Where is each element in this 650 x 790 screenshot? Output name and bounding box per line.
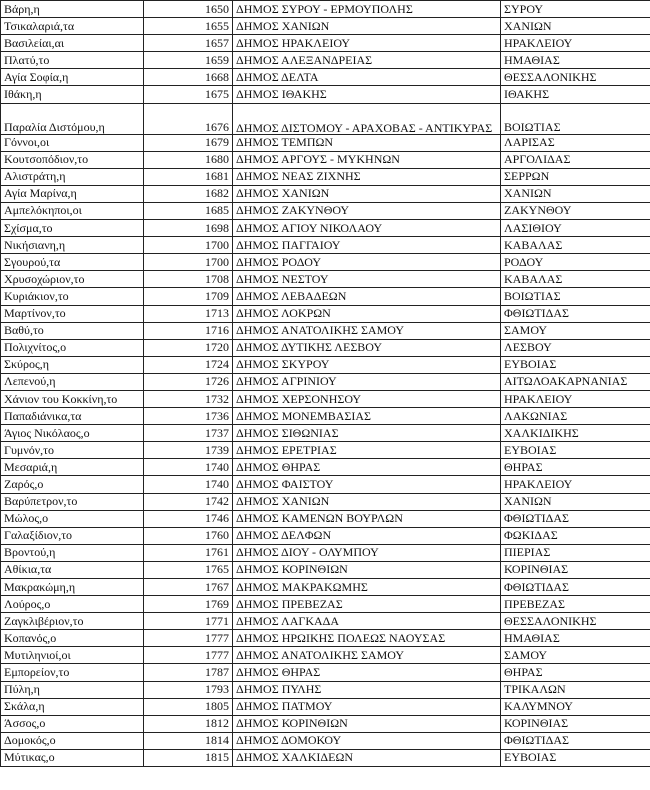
table-row xyxy=(1,134,650,151)
settlement-name-cell: Ιθάκη,η xyxy=(1,86,144,103)
municipality-cell: ΔΗΜΟΣ ΖΑΚΥΝΘΟΥ xyxy=(233,202,501,219)
code-cell: 1682 xyxy=(144,185,233,202)
municipality-cell: ΔΗΜΟΣ ΦΑΙΣΤΟΥ xyxy=(233,476,501,493)
table-row xyxy=(1,715,650,732)
settlement-name-cell: Αγία Σοφία,η xyxy=(1,69,144,86)
settlement-name-cell: Γαλαξίδιον,το xyxy=(1,527,144,544)
municipality-cell: ΔΗΜΟΣ ΔΕΛΤΑ xyxy=(233,69,501,86)
settlement-name-cell: Τσικαλαριά,τα xyxy=(1,18,144,35)
prefecture-cell: ΛΑΣΙΘΙΟΥ xyxy=(501,220,650,237)
code-cell: 1709 xyxy=(144,288,233,305)
code-cell: 1724 xyxy=(144,356,233,373)
prefecture-cell: ΗΡΑΚΛΕΙΟΥ xyxy=(501,390,650,407)
prefecture-cell: ΦΘΙΩΤΙΔΑΣ xyxy=(501,579,650,596)
table-row xyxy=(1,322,650,339)
code-cell: 1679 xyxy=(144,134,233,151)
code-cell: 1737 xyxy=(144,425,233,442)
settlement-name-cell: Χάνιον του Κοκκίνη,το xyxy=(1,390,144,407)
municipality-cell: ΔΗΜΟΣ ΑΛΕΞΑΝΔΡΕΙΑΣ xyxy=(233,52,501,69)
code-cell: 1812 xyxy=(144,715,233,732)
municipality-cell: ΔΗΜΟΣ ΚΑΜΕΝΩΝ ΒΟΥΡΛΩΝ xyxy=(233,510,501,527)
prefecture-cell: ΙΘΑΚΗΣ xyxy=(501,86,650,103)
prefecture-cell: ΒΟΙΩΤΙΑΣ xyxy=(501,103,650,134)
table-row xyxy=(1,69,650,86)
table-row xyxy=(1,202,650,219)
prefecture-cell: ΣΥΡΟΥ xyxy=(501,1,650,18)
settlement-name-cell: Ζαγκλιβέριον,το xyxy=(1,613,144,630)
table-row xyxy=(1,476,650,493)
prefecture-cell: ΖΑΚΥΝΘΟΥ xyxy=(501,202,650,219)
code-cell: 1767 xyxy=(144,579,233,596)
municipality-cell: ΔΗΜΟΣ ΚΟΡΙΝΘΙΩΝ xyxy=(233,715,501,732)
code-cell: 1681 xyxy=(144,168,233,185)
settlement-name-cell: Γυμνόν,το xyxy=(1,442,144,459)
settlement-name-cell: Εμπορείον,το xyxy=(1,664,144,681)
table-row xyxy=(1,1,650,18)
code-cell: 1815 xyxy=(144,749,233,766)
settlement-name-cell: Σγουρού,τα xyxy=(1,254,144,271)
table-row xyxy=(1,664,650,681)
municipality-cell: ΔΗΜΟΣ ΣΙΘΩΝΙΑΣ xyxy=(233,425,501,442)
municipality-cell: ΔΗΜΟΣ ΑΝΑΤΟΛΙΚΗΣ ΣΑΜΟΥ xyxy=(233,322,501,339)
prefecture-cell: ΕΥΒΟΙΑΣ xyxy=(501,749,650,766)
municipality-cell: ΔΗΜΟΣ ΣΥΡΟΥ - ΕΡΜΟΥΠΟΛΗΣ xyxy=(233,1,501,18)
code-cell: 1657 xyxy=(144,35,233,52)
settlement-name-cell: Κυριάκιον,το xyxy=(1,288,144,305)
prefecture-cell: ΘΗΡΑΣ xyxy=(501,459,650,476)
municipality-cell: ΔΗΜΟΣ ΑΝΑΤΟΛΙΚΗΣ ΣΑΜΟΥ xyxy=(233,647,501,664)
municipality-cell: ΔΗΜΟΣ ΝΕΣΤΟΥ xyxy=(233,271,501,288)
settlement-name-cell: Σκάλα,η xyxy=(1,698,144,715)
prefecture-cell: ΚΑΒΑΛΑΣ xyxy=(501,237,650,254)
code-cell: 1740 xyxy=(144,459,233,476)
table-row xyxy=(1,442,650,459)
prefecture-cell: ΣΑΜΟΥ xyxy=(501,322,650,339)
table-row xyxy=(1,339,650,356)
code-cell: 1676 xyxy=(144,103,233,134)
prefecture-cell: ΗΡΑΚΛΕΙΟΥ xyxy=(501,35,650,52)
code-cell: 1740 xyxy=(144,476,233,493)
prefecture-cell: ΗΡΑΚΛΕΙΟΥ xyxy=(501,476,650,493)
table-row xyxy=(1,390,650,407)
prefecture-cell: ΚΑΛΥΜΝΟΥ xyxy=(501,698,650,715)
code-cell: 1659 xyxy=(144,52,233,69)
table-row xyxy=(1,579,650,596)
table-row xyxy=(1,254,650,271)
settlement-name-cell: Σκύρος,η xyxy=(1,356,144,373)
prefecture-cell: ΗΜΑΘΙΑΣ xyxy=(501,630,650,647)
municipality-cell: ΔΗΜΟΣ ΧΕΡΣΟΝΗΣΟΥ xyxy=(233,390,501,407)
settlement-name-cell: Μακρακώμη,η xyxy=(1,579,144,596)
code-cell: 1793 xyxy=(144,681,233,698)
code-cell: 1742 xyxy=(144,493,233,510)
municipality-cell: ΔΗΜΟΣ ΠΥΛΗΣ xyxy=(233,681,501,698)
code-cell: 1726 xyxy=(144,373,233,390)
table-row xyxy=(1,647,650,664)
municipality-cell: ΔΗΜΟΣ ΜΟΝΕΜΒΑΣΙΑΣ xyxy=(233,408,501,425)
prefecture-cell: ΘΕΣΣΑΛΟΝΙΚΗΣ xyxy=(501,613,650,630)
municipality-cell: ΔΗΜΟΣ ΧΑΝΙΩΝ xyxy=(233,493,501,510)
municipality-cell: ΔΗΜΟΣ ΠΑΓΓΑΙΟΥ xyxy=(233,237,501,254)
table-row xyxy=(1,527,650,544)
municipality-cell: ΔΗΜΟΣ ΤΕΜΠΩΝ xyxy=(233,134,501,151)
municipality-cell: ΔΗΜΟΣ ΡΟΔΟΥ xyxy=(233,254,501,271)
table-row xyxy=(1,356,650,373)
code-cell: 1771 xyxy=(144,613,233,630)
prefecture-cell: ΑΡΓΟΛΙΔΑΣ xyxy=(501,151,650,168)
code-cell: 1713 xyxy=(144,305,233,322)
prefecture-cell: ΛΑΚΩΝΙΑΣ xyxy=(501,408,650,425)
municipality-cell: ΔΗΜΟΣ ΠΡΕΒΕΖΑΣ xyxy=(233,596,501,613)
code-cell: 1650 xyxy=(144,1,233,18)
table-row xyxy=(1,493,650,510)
municipality-cell: ΔΗΜΟΣ ΛΕΒΑΔΕΩΝ xyxy=(233,288,501,305)
settlement-name-cell: Βασιλείαι,αι xyxy=(1,35,144,52)
table-row xyxy=(1,373,650,390)
prefecture-cell: ΛΑΡΙΣΑΣ xyxy=(501,134,650,151)
prefecture-cell: ΦΘΙΩΤΙΔΑΣ xyxy=(501,510,650,527)
prefecture-cell: ΚΟΡΙΝΘΙΑΣ xyxy=(501,561,650,578)
table-row xyxy=(1,698,650,715)
municipality-cell: ΔΗΜΟΣ ΙΘΑΚΗΣ xyxy=(233,86,501,103)
prefecture-cell: ΕΥΒΟΙΑΣ xyxy=(501,356,650,373)
municipality-cell: ΔΗΜΟΣ ΜΑΚΡΑΚΩΜΗΣ xyxy=(233,579,501,596)
prefecture-cell: ΚΑΒΑΛΑΣ xyxy=(501,271,650,288)
settlement-name-cell: Μύτικας,ο xyxy=(1,749,144,766)
municipality-cell: ΔΗΜΟΣ ΔΙΣΤΟΜΟΥ - ΑΡΑΧΟΒΑΣ - ΑΝΤΙΚΥΡΑΣ xyxy=(233,103,501,134)
table-row xyxy=(1,681,650,698)
code-cell: 1777 xyxy=(144,630,233,647)
settlement-name-cell: Βαρύπετρον,το xyxy=(1,493,144,510)
table-row xyxy=(1,86,650,103)
prefecture-cell: ΧΑΝΙΩΝ xyxy=(501,493,650,510)
table-row xyxy=(1,544,650,561)
code-cell: 1685 xyxy=(144,202,233,219)
code-cell: 1700 xyxy=(144,254,233,271)
table-row xyxy=(1,425,650,442)
municipality-cell: ΔΗΜΟΣ ΕΡΕΤΡΙΑΣ xyxy=(233,442,501,459)
table-row xyxy=(1,35,650,52)
code-cell: 1708 xyxy=(144,271,233,288)
municipality-cell: ΔΗΜΟΣ ΧΑΝΙΩΝ xyxy=(233,18,501,35)
table-row xyxy=(1,271,650,288)
prefecture-cell: ΣΑΜΟΥ xyxy=(501,647,650,664)
code-cell: 1680 xyxy=(144,151,233,168)
settlement-name-cell: Παραλία Διστόμου,η xyxy=(1,103,144,134)
municipality-cell: ΔΗΜΟΣ ΗΡΑΚΛΕΙΟΥ xyxy=(233,35,501,52)
municipality-cell: ΔΗΜΟΣ ΛΟΚΡΩΝ xyxy=(233,305,501,322)
table-row xyxy=(1,561,650,578)
municipality-cell: ΔΗΜΟΣ ΧΑΝΙΩΝ xyxy=(233,185,501,202)
prefecture-cell: ΘΕΣΣΑΛΟΝΙΚΗΣ xyxy=(501,69,650,86)
municipality-cell: ΔΗΜΟΣ ΝΕΑΣ ΖΙΧΝΗΣ xyxy=(233,168,501,185)
municipality-cell: ΔΗΜΟΣ ΧΑΛΚΙΔΕΩΝ xyxy=(233,749,501,766)
code-cell: 1736 xyxy=(144,408,233,425)
settlement-name-cell: Δομοκός,ο xyxy=(1,732,144,749)
municipality-cell: ΔΗΜΟΣ ΔΟΜΟΚΟΥ xyxy=(233,732,501,749)
table-row xyxy=(1,52,650,69)
table-row xyxy=(1,237,650,254)
table-body xyxy=(1,1,650,767)
table-row xyxy=(1,185,650,202)
municipality-cell: ΔΗΜΟΣ ΗΡΩΙΚΗΣ ΠΟΛΕΩΣ ΝΑΟΥΣΑΣ xyxy=(233,630,501,647)
settlement-name-cell: Αθίκια,τα xyxy=(1,561,144,578)
settlement-name-cell: Πύλη,η xyxy=(1,681,144,698)
municipality-cell: ΔΗΜΟΣ ΘΗΡΑΣ xyxy=(233,664,501,681)
municipality-cell: ΔΗΜΟΣ ΑΓΡΙΝΙΟΥ xyxy=(233,373,501,390)
settlement-name-cell: Άσσος,ο xyxy=(1,715,144,732)
code-cell: 1814 xyxy=(144,732,233,749)
code-cell: 1655 xyxy=(144,18,233,35)
table-row xyxy=(1,630,650,647)
settlement-name-cell: Λούρος,ο xyxy=(1,596,144,613)
prefecture-cell: ΠΡΕΒΕΖΑΣ xyxy=(501,596,650,613)
code-cell: 1668 xyxy=(144,69,233,86)
municipality-cell: ΔΗΜΟΣ ΑΡΓΟΥΣ - ΜΥΚΗΝΩΝ xyxy=(233,151,501,168)
table-row xyxy=(1,459,650,476)
table-row xyxy=(1,613,650,630)
prefecture-cell: ΠΙΕΡΙΑΣ xyxy=(501,544,650,561)
prefecture-cell: ΚΟΡΙΝΘΙΑΣ xyxy=(501,715,650,732)
prefecture-cell: ΛΕΣΒΟΥ xyxy=(501,339,650,356)
prefecture-cell: ΦΘΙΩΤΙΔΑΣ xyxy=(501,732,650,749)
settlement-name-cell: Βροντού,η xyxy=(1,544,144,561)
settlement-name-cell: Μυτιληνιοί,οι xyxy=(1,647,144,664)
municipality-cell: ΔΗΜΟΣ ΠΑΤΜΟΥ xyxy=(233,698,501,715)
table-row xyxy=(1,103,650,134)
prefecture-cell: ΧΑΝΙΩΝ xyxy=(501,18,650,35)
code-cell: 1805 xyxy=(144,698,233,715)
code-cell: 1675 xyxy=(144,86,233,103)
municipality-cell: ΔΗΜΟΣ ΣΚΥΡΟΥ xyxy=(233,356,501,373)
settlement-name-cell: Μώλος,ο xyxy=(1,510,144,527)
municipality-cell: ΔΗΜΟΣ ΛΑΓΚΑΔΑ xyxy=(233,613,501,630)
settlement-name-cell: Σχίσμα,το xyxy=(1,220,144,237)
table-row xyxy=(1,288,650,305)
settlement-name-cell: Μαρτίνον,το xyxy=(1,305,144,322)
code-cell: 1761 xyxy=(144,544,233,561)
settlement-name-cell: Βαθύ,το xyxy=(1,322,144,339)
table-row xyxy=(1,305,650,322)
settlement-name-cell: Άγιος Νικόλαος,ο xyxy=(1,425,144,442)
table-row xyxy=(1,151,650,168)
settlement-name-cell: Αμπελόκηποι,οι xyxy=(1,202,144,219)
code-cell: 1760 xyxy=(144,527,233,544)
table-row xyxy=(1,510,650,527)
settlement-name-cell: Κουτσοπόδιον,το xyxy=(1,151,144,168)
settlement-name-cell: Αγία Μαρίνα,η xyxy=(1,185,144,202)
prefecture-cell: ΧΑΝΙΩΝ xyxy=(501,185,650,202)
code-cell: 1765 xyxy=(144,561,233,578)
code-cell: 1720 xyxy=(144,339,233,356)
code-cell: 1769 xyxy=(144,596,233,613)
code-cell: 1777 xyxy=(144,647,233,664)
settlement-name-cell: Κοπανός,ο xyxy=(1,630,144,647)
settlement-name-cell: Γόννοι,οι xyxy=(1,134,144,151)
prefecture-cell: ΣΕΡΡΩΝ xyxy=(501,168,650,185)
prefecture-cell: ΤΡΙΚΑΛΩΝ xyxy=(501,681,650,698)
table-row xyxy=(1,168,650,185)
settlement-name-cell: Πολιχνίτος,ο xyxy=(1,339,144,356)
code-cell: 1746 xyxy=(144,510,233,527)
municipality-cell: ΔΗΜΟΣ ΑΓΙΟΥ ΝΙΚΟΛΑΟΥ xyxy=(233,220,501,237)
settlement-name-cell: Μεσαριά,η xyxy=(1,459,144,476)
prefecture-cell: ΗΜΑΘΙΑΣ xyxy=(501,52,650,69)
prefecture-cell: ΦΩΚΙΔΑΣ xyxy=(501,527,650,544)
prefecture-cell: ΡΟΔΟΥ xyxy=(501,254,650,271)
municipality-cell: ΔΗΜΟΣ ΚΟΡΙΝΘΙΩΝ xyxy=(233,561,501,578)
settlement-name-cell: Αλιστράτη,η xyxy=(1,168,144,185)
settlement-name-cell: Χρυσοχώριον,το xyxy=(1,271,144,288)
municipality-cell: ΔΗΜΟΣ ΘΗΡΑΣ xyxy=(233,459,501,476)
code-cell: 1732 xyxy=(144,390,233,407)
code-cell: 1716 xyxy=(144,322,233,339)
settlement-name-cell: Βάρη,η xyxy=(1,1,144,18)
settlement-name-cell: Πλατύ,το xyxy=(1,52,144,69)
code-cell: 1787 xyxy=(144,664,233,681)
code-cell: 1698 xyxy=(144,220,233,237)
prefecture-cell: ΑΙΤΩΛΟΑΚΑΡΝΑΝΙΑΣ xyxy=(501,373,650,390)
code-cell: 1739 xyxy=(144,442,233,459)
settlement-name-cell: Νικήσιανη,η xyxy=(1,237,144,254)
table-row xyxy=(1,596,650,613)
code-cell: 1700 xyxy=(144,237,233,254)
settlement-name-cell: Παπαδιάνικα,τα xyxy=(1,408,144,425)
settlement-name-cell: Λεπενού,η xyxy=(1,373,144,390)
prefecture-cell: ΧΑΛΚΙΔΙΚΗΣ xyxy=(501,425,650,442)
table-row xyxy=(1,408,650,425)
table-row xyxy=(1,18,650,35)
municipality-cell: ΔΗΜΟΣ ΔΙΟΥ - ΟΛΥΜΠΟΥ xyxy=(233,544,501,561)
municipality-cell: ΔΗΜΟΣ ΔΥΤΙΚΗΣ ΛΕΣΒΟΥ xyxy=(233,339,501,356)
prefecture-cell: ΦΘΙΩΤΙΔΑΣ xyxy=(501,305,650,322)
prefecture-cell: ΘΗΡΑΣ xyxy=(501,664,650,681)
settlement-name-cell: Ζαρός,ο xyxy=(1,476,144,493)
prefecture-cell: ΒΟΙΩΤΙΑΣ xyxy=(501,288,650,305)
prefecture-cell: ΕΥΒΟΙΑΣ xyxy=(501,442,650,459)
municipality-cell: ΔΗΜΟΣ ΔΕΛΦΩΝ xyxy=(233,527,501,544)
table-row xyxy=(1,732,650,749)
table-row xyxy=(1,220,650,237)
table-row xyxy=(1,749,650,766)
